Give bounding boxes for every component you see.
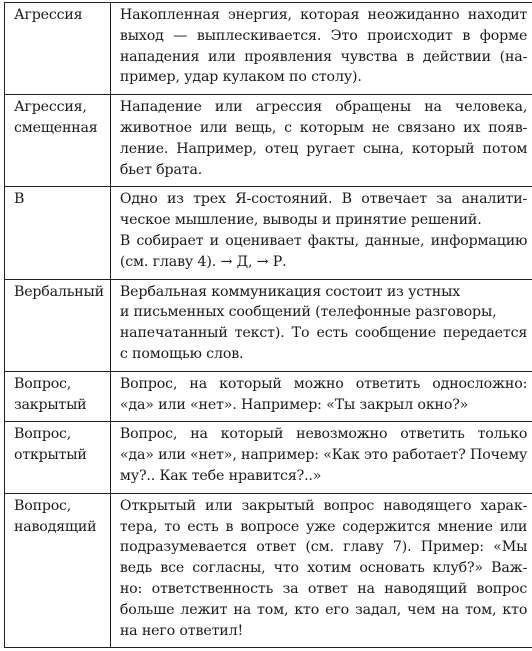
term-cell xyxy=(5,95,111,187)
definition-cell xyxy=(110,187,532,279)
glossary-table xyxy=(4,2,532,648)
definition-line: Одно из трех Я-состояний. В отвечает за аналити- xyxy=(119,191,528,208)
definition-line: но: ответственность за ответ на наводящий вопрос xyxy=(119,580,528,597)
term-cell xyxy=(5,493,111,648)
term-line: закрытый xyxy=(14,396,87,413)
definition-line: Вербальная коммуникация состоит из устных xyxy=(119,283,461,300)
definition-line: бьет брата. xyxy=(119,161,203,178)
definition-line: Вопрос, на который можно ответить односложно: xyxy=(119,375,528,392)
definition-line: Накопленная энергия, которая неожиданно находит xyxy=(119,7,528,23)
term-line: Вербальный xyxy=(14,283,104,300)
definition-cell xyxy=(110,95,532,187)
glossary-row xyxy=(5,422,532,493)
glossary-row xyxy=(5,3,532,95)
term-line: Агрессия, xyxy=(14,99,87,116)
term-line: наводящий xyxy=(14,518,97,535)
term-cell xyxy=(5,371,111,422)
definition-line: больше лежит на том, кто его задал, чем на том, кто xyxy=(119,601,528,618)
definition-line: и письменных сообщений (телефонные разговоры, xyxy=(119,304,497,321)
definition-line: с помощью слов. xyxy=(119,345,244,362)
term-line: Агрессия xyxy=(14,7,83,23)
definition-line: животное или вещь, с которым не связано их появ- xyxy=(119,119,528,136)
glossary-row xyxy=(5,493,532,648)
term-line: Вопрос, xyxy=(14,375,72,392)
definition-line: Вопрос, на который невозможно ответить только xyxy=(119,426,528,443)
glossary-row xyxy=(5,371,532,422)
definition-line: ведь все согласны, что хотим основать клуб?» Важ- xyxy=(119,560,528,577)
definition-line: напечатанный текст). То есть сообщение передается xyxy=(119,325,528,342)
definition-line: ческое мышление, выводы и принятие решений. xyxy=(119,212,482,229)
definition-line: нападения или проявления чувства в действии (на- xyxy=(119,48,528,65)
term-cell xyxy=(5,3,111,95)
glossary-row xyxy=(5,187,532,279)
definition-line: выход — выплескивается. Это происходит в форме xyxy=(119,27,528,44)
definition-line: на него ответил! xyxy=(119,622,244,639)
term-line: Вопрос, xyxy=(14,426,72,443)
term-line: смещенная xyxy=(14,119,98,136)
definition-cell xyxy=(110,279,532,371)
term-line: открытый xyxy=(14,447,87,464)
definition-line: В собирает и оценивает факты, данные, информацию xyxy=(119,232,528,249)
term-cell xyxy=(5,422,111,493)
definition-cell xyxy=(110,371,532,422)
definition-cell xyxy=(110,3,532,95)
term-cell xyxy=(5,279,111,371)
glossary-row xyxy=(5,279,532,371)
term-line: В xyxy=(14,191,25,208)
definition-line: Открытый или закрытый вопрос наводящего харак- xyxy=(119,497,528,514)
definition-cell xyxy=(110,493,532,648)
glossary-row xyxy=(5,95,532,187)
definition-cell xyxy=(110,422,532,493)
definition-line: «да» или «нет», например: «Как это работает? Почему xyxy=(119,447,528,464)
definition-line: пример, удар кулаком по столу). xyxy=(119,69,362,86)
definition-line: ление. Например, отец ругает сына, который потом xyxy=(119,140,528,157)
term-line: Вопрос, xyxy=(14,497,72,514)
definition-line: Нападение или агрессия обращены на человека, xyxy=(119,99,528,116)
definition-line: тера, то есть в вопросе уже содержится мнение или xyxy=(119,518,528,535)
definition-line: «да» или «нет». Например: «Ты закрыл окно?» xyxy=(119,396,469,413)
term-cell xyxy=(5,187,111,279)
definition-line: (см. главу 4). → Д, → Р. xyxy=(119,253,287,270)
definition-line: му?.. Как тебе нравится?..» xyxy=(119,467,322,484)
definition-line: подразумевается ответ (см. главу 7). Пример: «Мы xyxy=(119,539,528,556)
